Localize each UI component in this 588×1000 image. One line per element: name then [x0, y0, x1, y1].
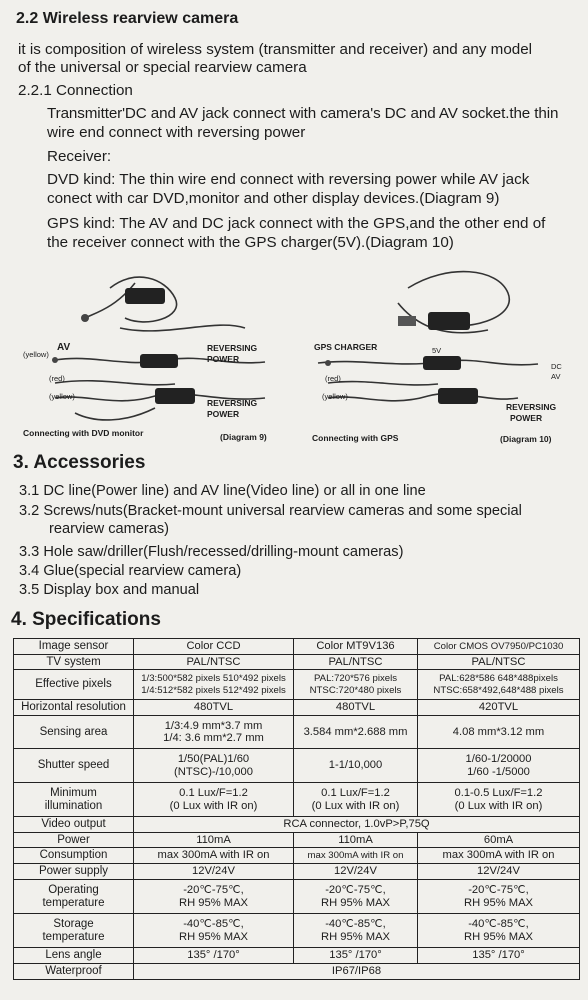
- table-cell: 12V/24V: [294, 864, 418, 880]
- cell-line: RH 95% MAX: [463, 896, 533, 909]
- row-label: Power supply: [14, 864, 134, 880]
- row-label: TV system: [14, 655, 134, 670]
- d9-red-label: (red): [49, 374, 65, 383]
- table-cell: [294, 914, 418, 948]
- table-cell: 135° /170°: [294, 948, 418, 964]
- accessory-item-2-cont: rearview cameras): [49, 521, 170, 537]
- cell-line: (0 Lux with IR on): [311, 799, 400, 812]
- cell-line: Minimum: [50, 787, 97, 799]
- table-cell: [134, 716, 294, 749]
- table-row: [14, 964, 580, 980]
- row-label: Waterproof: [14, 964, 134, 980]
- table-cell: IP67/IP68: [134, 964, 580, 980]
- specifications-heading: 4. Specifications: [11, 609, 161, 630]
- d10-caption: Connecting with GPS: [312, 433, 399, 443]
- accessory-item-2: 3.2 Screws/nuts(Bracket-mount universal rearview cameras and some special: [19, 503, 522, 519]
- table-cell: 60mA: [418, 833, 580, 848]
- table-row: [14, 783, 580, 817]
- accessory-item-3: 3.3 Hole saw/driller(Flush/recessed/drilling-mount cameras): [19, 544, 404, 560]
- table-cell: 420TVL: [418, 700, 580, 716]
- diagram-9: [15, 258, 285, 448]
- gps-line-1: GPS kind: The AV and DC jack connect with the GPS,and the other end of: [47, 215, 546, 232]
- d10-gps-charger-label: GPS CHARGER: [314, 342, 378, 352]
- table-cell: PAL/NTSC: [294, 655, 418, 670]
- cell-line: 0.1 Lux/F=1.2: [321, 787, 390, 799]
- table-cell: [418, 749, 580, 783]
- table-cell: [294, 670, 418, 700]
- d9-caption: Connecting with DVD monitor: [23, 428, 144, 438]
- table-row: [14, 864, 580, 880]
- table-cell: max 300mA with IR on: [418, 848, 580, 864]
- row-label: Video output: [14, 817, 134, 833]
- table-cell: [134, 880, 294, 914]
- cell-line: Storage: [53, 918, 94, 930]
- table-cell: Color CMOS OV7950/PC1030: [418, 639, 580, 655]
- cell-line: RH 95% MAX: [320, 896, 390, 909]
- table-cell: max 300mA with IR on: [134, 848, 294, 864]
- d9-reversing-top-1: REVERSING: [207, 343, 258, 353]
- d9-reversing-top-2: POWER: [207, 354, 240, 364]
- row-label: Consumption: [14, 848, 134, 864]
- table-cell: 110mA: [134, 833, 294, 848]
- gps-line-2: the receiver connect with the GPS charger(5V).(Diagram 10): [47, 234, 454, 251]
- cell-line: 1/4:512*582 pixels 512*492 pixels: [141, 684, 286, 696]
- cell-line: NTSC:658*492,648*488 pixels: [433, 684, 564, 696]
- cell-line: 1/60-1/20000: [465, 753, 532, 765]
- table-cell: [134, 670, 294, 700]
- table-cell: [134, 783, 294, 817]
- cell-line: 1/4: 3.6 mm*2.7 mm: [163, 732, 264, 744]
- d10-av-label: AV: [551, 372, 561, 381]
- table-row: [14, 700, 580, 716]
- row-label: Effective pixels: [14, 670, 134, 700]
- accessory-item-5: 3.5 Display box and manual: [19, 582, 200, 598]
- transmitter-line-1: Transmitter'DC and AV jack connect with camera's DC and AV socket.the thin: [47, 105, 559, 122]
- table-cell: [134, 914, 294, 948]
- d9-av-label: AV: [57, 342, 71, 353]
- cell-line: 0.1 Lux/F=1.2: [179, 787, 248, 799]
- d10-reversing-2: POWER: [510, 413, 543, 423]
- table-cell: [418, 670, 580, 700]
- table-row: [14, 914, 580, 948]
- cell-line: RH 95% MAX: [320, 930, 390, 943]
- d9-reversing-bottom-2: POWER: [207, 409, 240, 419]
- cell-line: -20℃-75℃,: [325, 884, 386, 896]
- row-label: Shutter speed: [14, 749, 134, 783]
- cell-line: -40℃-85℃,: [325, 918, 386, 930]
- table-row: [14, 833, 580, 848]
- cell-line: PAL:628*586 648*488pixels: [439, 673, 558, 684]
- table-cell: 12V/24V: [418, 864, 580, 880]
- table-row: [14, 655, 580, 670]
- table-row: [14, 716, 580, 749]
- cell-line: 1/3:500*582 pixels 510*492 pixels: [141, 673, 286, 684]
- table-cell: [418, 783, 580, 817]
- row-label: Horizontal resolution: [14, 700, 134, 716]
- table-cell: 4.08 mm*3.12 mm: [418, 716, 580, 749]
- row-label: [14, 783, 134, 817]
- cell-line: (0 Lux with IR on): [169, 799, 258, 812]
- cell-line: temperature: [42, 930, 105, 943]
- table-cell: [134, 749, 294, 783]
- diagram-10: [298, 258, 583, 448]
- cell-line: 1/60 -1/5000: [467, 765, 530, 778]
- accessories-heading: 3. Accessories: [13, 452, 146, 473]
- intro-line-2: of the universal or special rearview camera: [18, 59, 307, 76]
- table-cell: Color MT9V136: [294, 639, 418, 655]
- table-row: [14, 948, 580, 964]
- table-cell: [294, 880, 418, 914]
- table-cell: PAL/NTSC: [418, 655, 580, 670]
- cell-line: RH 95% MAX: [463, 930, 533, 943]
- d9-reversing-bottom-1: REVERSING: [207, 398, 258, 408]
- table-cell: [418, 914, 580, 948]
- transmitter-line-2: wire end connect with reversing power: [47, 124, 306, 141]
- d10-5v-label: 5V: [432, 346, 442, 355]
- d9-number: (Diagram 9): [220, 432, 267, 442]
- row-label: [14, 880, 134, 914]
- cell-line: temperature: [42, 896, 105, 909]
- sub-heading-connection: 2.2.1 Connection: [18, 82, 133, 99]
- table-cell: max 300mA with IR on: [294, 848, 418, 864]
- d10-dc-label: DC: [551, 362, 562, 371]
- row-label: [14, 914, 134, 948]
- dvd-line-2: conect with car DVD,monitor and other display devices.(Diagram 9): [47, 190, 500, 207]
- cell-line: RH 95% MAX: [178, 930, 248, 943]
- table-cell: 480TVL: [134, 700, 294, 716]
- table-row: [14, 670, 580, 700]
- table-cell: 1-1/10,000: [294, 749, 418, 783]
- accessory-item-1: 3.1 DC line(Power line) and AV line(Video line) or all in one line: [19, 483, 426, 499]
- table-cell: RCA connector, 1.0vP>P,75Q: [134, 817, 580, 833]
- table-row: [14, 817, 580, 833]
- cell-line: 1/3:4.9 mm*3.7 mm: [164, 719, 263, 732]
- table-row: [14, 880, 580, 914]
- cell-line: 1/50(PAL)1/60: [177, 753, 250, 765]
- d10-number: (Diagram 10): [500, 434, 552, 444]
- table-row: [14, 749, 580, 783]
- table-cell: [418, 880, 580, 914]
- cell-line: -20℃-75℃,: [468, 884, 529, 896]
- table-cell: 12V/24V: [134, 864, 294, 880]
- table-cell: 110mA: [294, 833, 418, 848]
- cell-line: (NTSC)-/10,000: [174, 765, 253, 778]
- table-cell: Color CCD: [134, 639, 294, 655]
- cell-line: Operating: [48, 884, 99, 896]
- cell-line: 0.1-0.5 Lux/F=1.2: [454, 787, 543, 799]
- cell-line: PAL:720*576 pixels: [313, 673, 398, 684]
- row-label: Sensing area: [14, 716, 134, 749]
- d10-yellow-label: (yellow): [322, 392, 348, 401]
- cell-line: -40℃-85℃,: [468, 918, 529, 930]
- table-cell: [294, 783, 418, 817]
- cell-line: (0 Lux with IR on): [454, 799, 543, 812]
- table-cell: 3.584 mm*2.688 mm: [294, 716, 418, 749]
- row-label: Image sensor: [14, 639, 134, 655]
- intro-line-1: it is composition of wireless system (transmitter and receiver) and any model: [18, 41, 533, 58]
- section-heading-wireless: 2.2 Wireless rearview camera: [16, 10, 239, 27]
- d10-red-label: (red): [325, 374, 341, 383]
- accessory-item-4: 3.4 Glue(special rearview camera): [19, 563, 242, 579]
- cell-line: RH 95% MAX: [178, 896, 248, 909]
- table-row: [14, 639, 580, 655]
- cell-line: illumination: [44, 799, 103, 812]
- table-cell: 135° /170°: [418, 948, 580, 964]
- cell-line: -20℃-75℃,: [183, 884, 244, 896]
- table-cell: 480TVL: [294, 700, 418, 716]
- table-row: [14, 848, 580, 864]
- d9-yellow-label-1: (yellow): [23, 350, 49, 359]
- cell-line: -40℃-85℃,: [183, 918, 244, 930]
- d9-yellow-label-2: (yellow): [49, 392, 75, 401]
- table-cell: PAL/NTSC: [134, 655, 294, 670]
- row-label: Power: [14, 833, 134, 848]
- cell-line: NTSC:720*480 pixels: [309, 684, 402, 696]
- row-label: Lens angle: [14, 948, 134, 964]
- specifications-table: [13, 638, 580, 980]
- table-cell: 135° /170°: [134, 948, 294, 964]
- receiver-label: Receiver:: [47, 148, 112, 165]
- dvd-line-1: DVD kind: The thin wire end connect with reversing power while AV jack: [47, 171, 530, 188]
- d10-reversing-1: REVERSING: [506, 402, 557, 412]
- diagram-9-illustration: [15, 258, 285, 448]
